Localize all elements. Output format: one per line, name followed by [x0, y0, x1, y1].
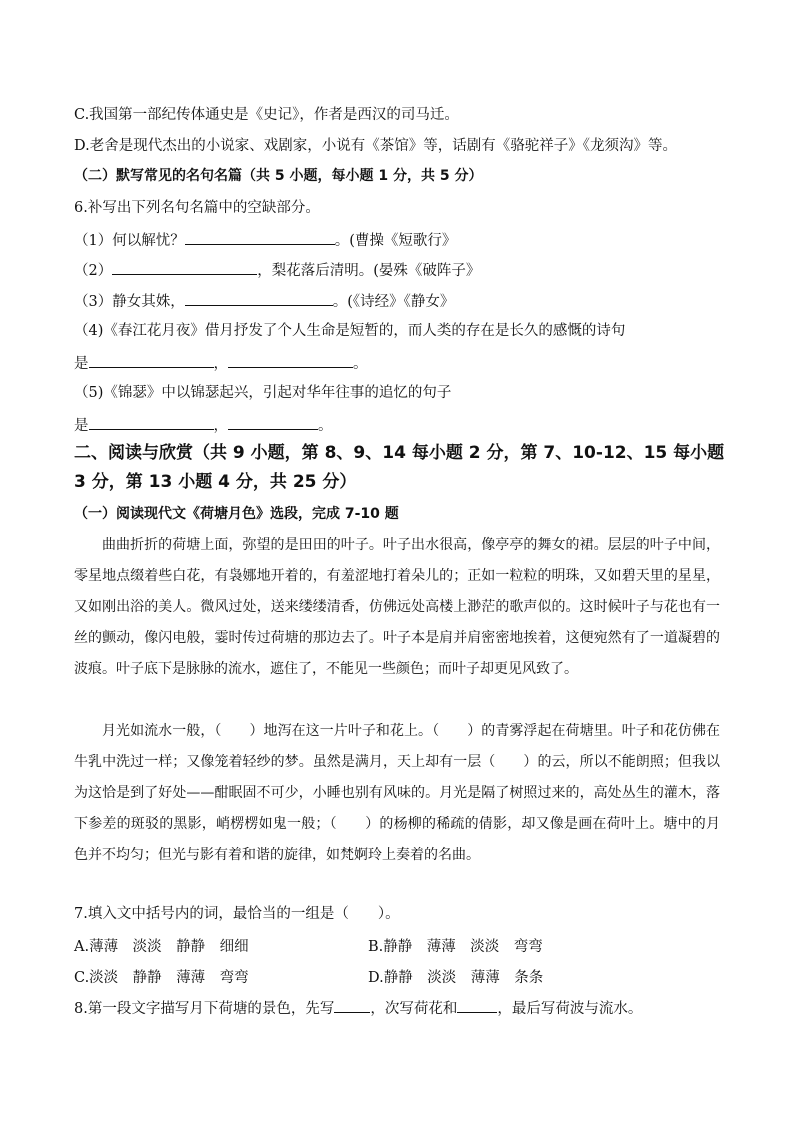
answer-blank[interactable]: [228, 414, 318, 430]
answer-blank[interactable]: [334, 997, 370, 1013]
period: 。: [318, 418, 333, 434]
answer-blank[interactable]: [185, 290, 333, 306]
answer-blank[interactable]: [185, 229, 335, 245]
passage-paragraph-2: 月光如流水一般，（ ）地泻在这一片叶子和花上。（ ）的青雾浮起在荷塘里。叶子和花仿佛在牛乳中洗过一样；又像笼着轻纱的梦。虽然是满月，天上却有一层（ ）的云，所以不能朗照；但我以为这恰是到了好处——酣眠固不可少，小睡也别有风味的。月光是隔了树照过来的，高处丛生的灌木，落下参差的斑驳的黑影，峭楞楞如鬼一般；（ ）的杨柳的稀疏的倩影，却又像是画在荷叶上。塘中的月色并不均匀；但光与影有着和谐的旋律，如梵婀玲上奏着的名曲。: [74, 723, 720, 863]
comma: ，: [213, 356, 228, 372]
question-7-option-c: C.淡淡 静静 薄薄 弯弯: [74, 970, 249, 986]
q6-2-text: （2）: [74, 263, 113, 279]
q6-3-text: （3）静女其姝，: [74, 294, 185, 310]
q6-5-lead: 是: [74, 418, 89, 434]
answer-blank[interactable]: [112, 259, 257, 275]
question-6-4-answer: [74, 352, 368, 374]
question-6-5: （5)《锦瑟》中以锦瑟起兴，引起对华年往事的追忆的句子: [74, 385, 452, 401]
question-6-3: [74, 290, 454, 312]
q8-part-c: ，最后写荷波与流水。: [497, 1001, 643, 1017]
question-6-1: [74, 229, 456, 251]
question-6-4: （4)《春江花月夜》借月抒发了个人生命是短暂的，而人类的存在是长久的感慨的诗句: [74, 323, 626, 339]
reading-section-heading: （一）阅读现代文《荷塘月色》选段，完成 7-10 题: [74, 506, 399, 522]
question-6-stem: 6.补写出下列名句名篇中的空缺部分。: [74, 200, 320, 216]
q6-4-lead: 是: [74, 356, 89, 372]
question-7-option-a: A.薄薄 淡淡 静静 细细: [74, 939, 249, 955]
part-two-heading-line1: 二、阅读与欣赏（共 9 小题，第 8、9、14 每小题 2 分，第 7、10-12、15 每小题: [74, 443, 725, 463]
answer-blank[interactable]: [228, 352, 353, 368]
question-8: [74, 997, 642, 1019]
q8-part-a: 8.第一段文字描写月下荷塘的景色，先写: [74, 1001, 335, 1017]
period: 。: [353, 356, 368, 372]
part-two-heading-line2: 3 分，第 13 小题 4 分，共 25 分）: [74, 472, 357, 492]
question-7-option-d: D.静静 淡淡 薄薄 条条: [368, 970, 544, 986]
question-6-2: [74, 259, 480, 281]
comma: ，: [213, 418, 228, 434]
q6-1-text: （1）何以解忧？: [74, 233, 185, 249]
q6-3-source: 。(《诗经》《静女》: [332, 294, 455, 310]
answer-blank[interactable]: [89, 414, 214, 430]
q6-1-source: 。(曹操《短歌行》: [334, 233, 457, 249]
question-6-5-answer: [74, 414, 333, 436]
section-heading-recitation: （二）默写常见的名句名篇（共 5 小题，每小题 1 分，共 5 分）: [74, 168, 483, 184]
option-c-line: C.我国第一部纪传体通史是《史记》，作者是西汉的司马迁。: [74, 107, 459, 123]
answer-blank[interactable]: [457, 997, 497, 1013]
answer-blank[interactable]: [89, 352, 214, 368]
q6-2-source: ，梨花落后清明。(晏殊《破阵子》: [257, 263, 481, 279]
question-7-option-b: B.静静 薄薄 淡淡 弯弯: [368, 939, 543, 955]
passage-paragraph-1: 曲曲折折的荷塘上面，弥望的是田田的叶子。叶子出水很高，像亭亭的舞女的裙。层层的叶子中间，零星地点缀着些白花，有袅娜地开着的，有羞涩地打着朵儿的；正如一粒粒的明珠，又如碧天里的星星，又如刚出浴的美人。微风过处，送来缕缕清香，仿佛远处高楼上渺茫的歌声似的。这时候叶子与花也有一丝的颤动，像闪电般，霎时传过荷塘的那边去了。叶子本是肩并肩密密地挨着，这便宛然有了一道凝碧的波痕。叶子底下是脉脉的流水，遮住了，不能见一些颜色；而叶子却更见风致了。: [74, 537, 720, 677]
q8-part-b: ，次写荷花和: [370, 1001, 458, 1017]
option-d-line: D.老舍是现代杰出的小说家、戏剧家，小说有《茶馆》等，话剧有《骆驼祥子》《龙须沟》等。: [74, 138, 677, 154]
question-7-stem: 7.填入文中括号内的词，最恰当的一组是（ ）。: [74, 906, 400, 922]
